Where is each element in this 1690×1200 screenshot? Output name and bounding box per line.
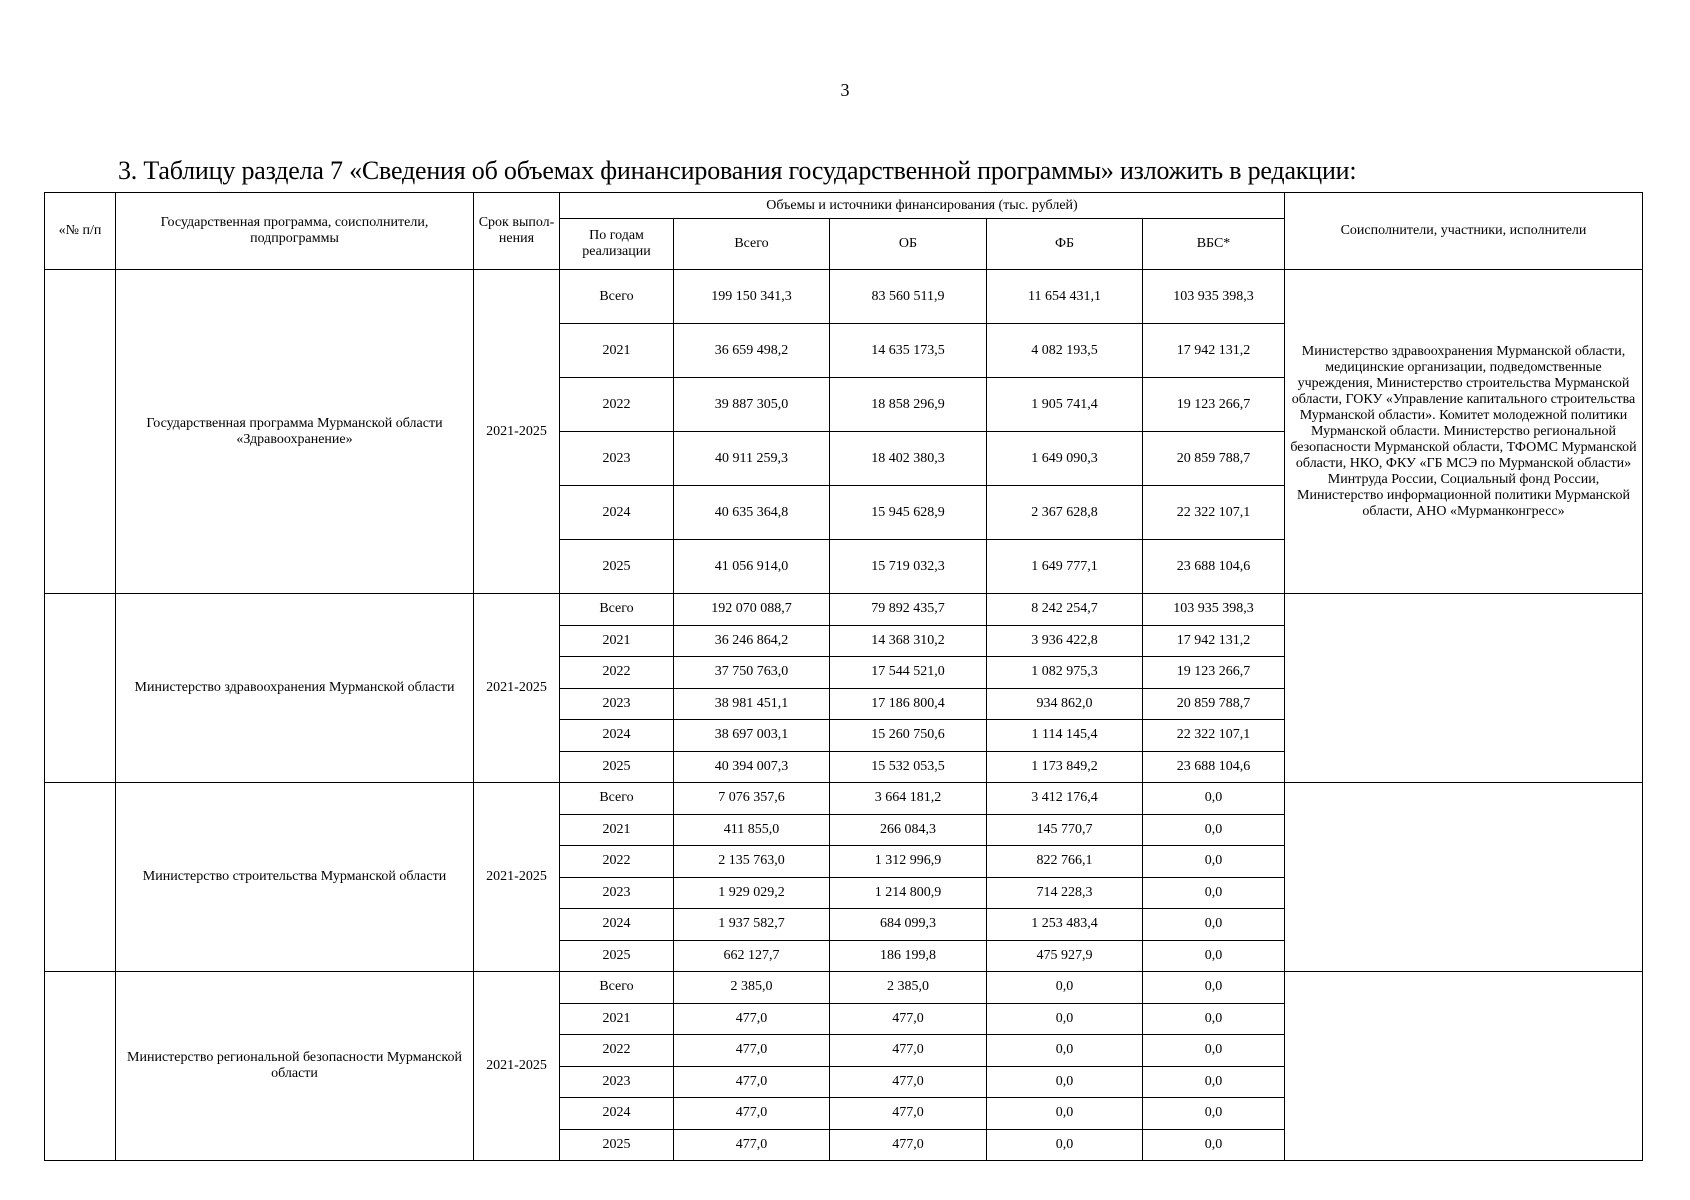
vbs-cell: 0,0 <box>1143 909 1285 941</box>
header-term: Срок выпол-нения <box>474 193 560 270</box>
fb-cell: 0,0 <box>987 1035 1143 1067</box>
year-cell: 2025 <box>560 751 674 783</box>
year-cell: 2022 <box>560 846 674 878</box>
table-row <box>45 270 1643 324</box>
year-cell: Всего <box>560 270 674 324</box>
ob-cell: 15 719 032,3 <box>830 540 987 594</box>
ob-cell: 79 892 435,7 <box>830 594 987 626</box>
participants-cell <box>1285 783 1643 972</box>
participants-cell: Министерство здравоохранения Мурманской области, медицинские организации, подведомственные учреждения, Министерство строительства Мурманской области, ГОКУ «Управление капитального строительства Мурманской области». Комитет молодежной политики Мурманской области. Министерство региональной безопасности Мурманской области, ТФОМС Мурманской области, НКО, ФКУ «ГБ МСЭ по Мурманской области» Минтруда России, Социальный фонд России, Министерство информационной политики Мурманской области, АНО «Мурманконгресс» <box>1285 270 1643 594</box>
program-name-cell: Министерство строительства Мурманской области <box>116 783 474 972</box>
vbs-cell: 23 688 104,6 <box>1143 751 1285 783</box>
vbs-cell: 0,0 <box>1143 783 1285 815</box>
ob-cell: 18 858 296,9 <box>830 378 987 432</box>
fb-cell: 4 082 193,5 <box>987 324 1143 378</box>
vbs-cell: 0,0 <box>1143 1098 1285 1130</box>
fb-cell: 475 927,9 <box>987 940 1143 972</box>
vbs-cell: 22 322 107,1 <box>1143 486 1285 540</box>
vbs-cell: 20 859 788,7 <box>1143 688 1285 720</box>
total-cell: 41 056 914,0 <box>674 540 830 594</box>
total-cell: 199 150 341,3 <box>674 270 830 324</box>
vbs-cell: 17 942 131,2 <box>1143 324 1285 378</box>
fb-cell: 1 082 975,3 <box>987 657 1143 689</box>
total-cell: 192 070 088,7 <box>674 594 830 626</box>
header-ob: ОБ <box>830 219 987 270</box>
page-number: 3 <box>840 80 850 100</box>
year-cell: 2025 <box>560 940 674 972</box>
total-cell: 38 697 003,1 <box>674 720 830 752</box>
year-cell: 2022 <box>560 378 674 432</box>
year-cell: 2024 <box>560 486 674 540</box>
vbs-cell: 20 859 788,7 <box>1143 432 1285 486</box>
total-cell: 36 659 498,2 <box>674 324 830 378</box>
term-cell: 2021-2025 <box>474 594 560 783</box>
fb-cell: 1 173 849,2 <box>987 751 1143 783</box>
year-cell: 2025 <box>560 1129 674 1161</box>
fb-cell: 822 766,1 <box>987 846 1143 878</box>
fb-cell: 1 253 483,4 <box>987 909 1143 941</box>
fb-cell: 3 936 422,8 <box>987 625 1143 657</box>
row-num-cell <box>45 594 116 783</box>
year-cell: 2023 <box>560 877 674 909</box>
ob-cell: 2 385,0 <box>830 972 987 1004</box>
vbs-cell: 0,0 <box>1143 1066 1285 1098</box>
participants-cell <box>1285 594 1643 783</box>
vbs-cell: 0,0 <box>1143 940 1285 972</box>
ob-cell: 477,0 <box>830 1003 987 1035</box>
total-cell: 662 127,7 <box>674 940 830 972</box>
total-cell: 38 981 451,1 <box>674 688 830 720</box>
total-cell: 477,0 <box>674 1129 830 1161</box>
vbs-cell: 0,0 <box>1143 877 1285 909</box>
year-cell: 2025 <box>560 540 674 594</box>
fb-cell: 1 114 145,4 <box>987 720 1143 752</box>
year-cell: 2024 <box>560 720 674 752</box>
ob-cell: 17 544 521,0 <box>830 657 987 689</box>
vbs-cell: 19 123 266,7 <box>1143 378 1285 432</box>
fb-cell: 2 367 628,8 <box>987 486 1143 540</box>
term-cell: 2021-2025 <box>474 783 560 972</box>
total-cell: 37 750 763,0 <box>674 657 830 689</box>
fb-cell: 145 770,7 <box>987 814 1143 846</box>
total-cell: 40 911 259,3 <box>674 432 830 486</box>
fb-cell: 3 412 176,4 <box>987 783 1143 815</box>
table-row <box>45 594 1643 626</box>
header-num: «№ п/п <box>45 193 116 270</box>
header-volumes: Объемы и источники финансирования (тыс. рублей) <box>560 193 1285 219</box>
table-row <box>45 783 1643 815</box>
fb-cell: 0,0 <box>987 1003 1143 1035</box>
fb-cell: 1 905 741,4 <box>987 378 1143 432</box>
vbs-cell: 0,0 <box>1143 814 1285 846</box>
year-cell: Всего <box>560 972 674 1004</box>
table-row <box>45 972 1643 1004</box>
vbs-cell: 0,0 <box>1143 1035 1285 1067</box>
year-cell: 2021 <box>560 814 674 846</box>
fb-cell: 1 649 777,1 <box>987 540 1143 594</box>
header-program: Государственная программа, соисполнители, подпрограммы <box>116 193 474 270</box>
year-cell: 2022 <box>560 657 674 689</box>
ob-cell: 1 214 800,9 <box>830 877 987 909</box>
ob-cell: 15 945 628,9 <box>830 486 987 540</box>
total-cell: 40 394 007,3 <box>674 751 830 783</box>
year-cell: Всего <box>560 783 674 815</box>
header-participants: Соисполнители, участники, исполнители <box>1285 193 1643 270</box>
ob-cell: 1 312 996,9 <box>830 846 987 878</box>
header-by-years: По годам реализации <box>560 219 674 270</box>
fb-cell: 0,0 <box>987 1129 1143 1161</box>
fb-cell: 0,0 <box>987 972 1143 1004</box>
year-cell: Всего <box>560 594 674 626</box>
vbs-cell: 0,0 <box>1143 972 1285 1004</box>
vbs-cell: 103 935 398,3 <box>1143 270 1285 324</box>
header-total: Всего <box>674 219 830 270</box>
ob-cell: 266 084,3 <box>830 814 987 846</box>
row-num-cell <box>45 270 116 594</box>
vbs-cell: 23 688 104,6 <box>1143 540 1285 594</box>
year-cell: 2024 <box>560 909 674 941</box>
year-cell: 2021 <box>560 625 674 657</box>
vbs-cell: 22 322 107,1 <box>1143 720 1285 752</box>
vbs-cell: 19 123 266,7 <box>1143 657 1285 689</box>
fb-cell: 1 649 090,3 <box>987 432 1143 486</box>
ob-cell: 15 532 053,5 <box>830 751 987 783</box>
header-fb: ФБ <box>987 219 1143 270</box>
fb-cell: 8 242 254,7 <box>987 594 1143 626</box>
total-cell: 411 855,0 <box>674 814 830 846</box>
total-cell: 1 929 029,2 <box>674 877 830 909</box>
total-cell: 2 385,0 <box>674 972 830 1004</box>
ob-cell: 14 635 173,5 <box>830 324 987 378</box>
ob-cell: 186 199,8 <box>830 940 987 972</box>
vbs-cell: 0,0 <box>1143 846 1285 878</box>
fb-cell: 11 654 431,1 <box>987 270 1143 324</box>
table-body <box>45 270 1643 1161</box>
row-num-cell <box>45 972 116 1161</box>
ob-cell: 477,0 <box>830 1098 987 1130</box>
ob-cell: 477,0 <box>830 1035 987 1067</box>
fb-cell: 934 862,0 <box>987 688 1143 720</box>
total-cell: 477,0 <box>674 1035 830 1067</box>
total-cell: 7 076 357,6 <box>674 783 830 815</box>
vbs-cell: 17 942 131,2 <box>1143 625 1285 657</box>
total-cell: 477,0 <box>674 1066 830 1098</box>
total-cell: 477,0 <box>674 1003 830 1035</box>
ob-cell: 477,0 <box>830 1129 987 1161</box>
year-cell: 2021 <box>560 1003 674 1035</box>
financing-table <box>44 192 1643 1161</box>
total-cell: 1 937 582,7 <box>674 909 830 941</box>
term-cell: 2021-2025 <box>474 270 560 594</box>
participants-cell <box>1285 972 1643 1161</box>
vbs-cell: 103 935 398,3 <box>1143 594 1285 626</box>
term-cell: 2021-2025 <box>474 972 560 1161</box>
fb-cell: 714 228,3 <box>987 877 1143 909</box>
ob-cell: 15 260 750,6 <box>830 720 987 752</box>
year-cell: 2023 <box>560 1066 674 1098</box>
ob-cell: 17 186 800,4 <box>830 688 987 720</box>
fb-cell: 0,0 <box>987 1066 1143 1098</box>
ob-cell: 477,0 <box>830 1066 987 1098</box>
ob-cell: 14 368 310,2 <box>830 625 987 657</box>
total-cell: 39 887 305,0 <box>674 378 830 432</box>
program-name-cell: Министерство здравоохранения Мурманской области <box>116 594 474 783</box>
total-cell: 40 635 364,8 <box>674 486 830 540</box>
total-cell: 477,0 <box>674 1098 830 1130</box>
ob-cell: 3 664 181,2 <box>830 783 987 815</box>
vbs-cell: 0,0 <box>1143 1129 1285 1161</box>
year-cell: 2021 <box>560 324 674 378</box>
year-cell: 2024 <box>560 1098 674 1130</box>
header-vbs: ВБС* <box>1143 219 1285 270</box>
ob-cell: 684 099,3 <box>830 909 987 941</box>
total-cell: 36 246 864,2 <box>674 625 830 657</box>
vbs-cell: 0,0 <box>1143 1003 1285 1035</box>
program-name-cell: Государственная программа Мурманской области «Здравоохранение» <box>116 270 474 594</box>
ob-cell: 83 560 511,9 <box>830 270 987 324</box>
program-name-cell: Министерство региональной безопасности Мурманской области <box>116 972 474 1161</box>
year-cell: 2023 <box>560 432 674 486</box>
fb-cell: 0,0 <box>987 1098 1143 1130</box>
ob-cell: 18 402 380,3 <box>830 432 987 486</box>
document-heading: 3. Таблицу раздела 7 «Сведения об объемах финансирования государственной программы» изложить в редакции: <box>118 156 1357 185</box>
row-num-cell <box>45 783 116 972</box>
year-cell: 2023 <box>560 688 674 720</box>
table-header <box>45 193 1643 270</box>
year-cell: 2022 <box>560 1035 674 1067</box>
total-cell: 2 135 763,0 <box>674 846 830 878</box>
